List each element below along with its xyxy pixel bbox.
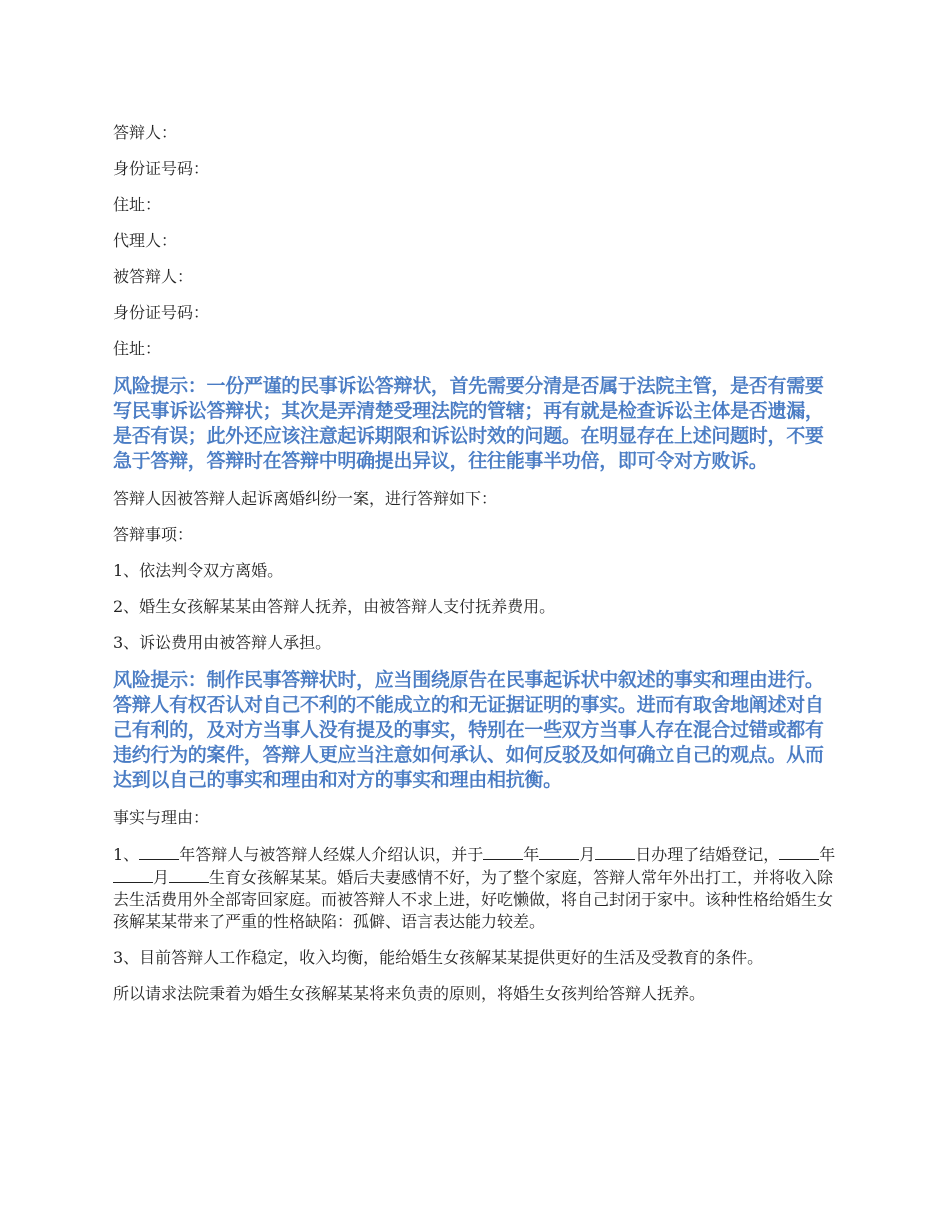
blank-line xyxy=(539,843,579,860)
risk-tip-1: 风险提示：一份严谨的民事诉讼答辩状，首先需要分清是否属于法院主管，是否有需要写民事诉讼答辩状；其次是弄清楚受理法院的管辖；再有就是检查诉讼主体是否遗漏，是否有误；此外还应该注意起诉期限和诉讼时效的问题。在明显存在上述问题时，不要急于答辩，答辩时在答辩中明确提出异议，往往能事半功倍，即可令对方败诉。 xyxy=(113,375,824,472)
fact-text: 年答辩人与被答辩人经媒人介绍认识，并于 xyxy=(179,845,484,864)
blank-line xyxy=(779,843,819,860)
respondent-address-label: 住址： xyxy=(113,195,162,214)
blank-line xyxy=(169,866,209,883)
agent-label: 代理人： xyxy=(113,231,178,250)
blank-line xyxy=(113,866,153,883)
facts-heading: 事实与理由： xyxy=(113,808,210,827)
claim-item: 2、婚生女孩解某某由答辩人抚养，由被答辩人支付抚养费用。 xyxy=(113,597,556,616)
respondent-id-label: 身份证号码： xyxy=(113,159,210,178)
fact-text: 月 xyxy=(153,868,170,887)
fact-text: 1、 xyxy=(113,845,140,864)
claim-item: 1、依法判令双方离婚。 xyxy=(113,561,284,580)
fact-paragraph-1 xyxy=(113,843,837,933)
fact-text: 日办理了结婚登记， xyxy=(635,845,780,864)
fact-text: 年 xyxy=(523,845,540,864)
blank-line xyxy=(595,843,635,860)
blank-line xyxy=(483,843,523,860)
plaintiff-label: 被答辩人： xyxy=(113,267,194,286)
fact-text: 月 xyxy=(579,845,596,864)
risk-tip-2: 风险提示：制作民事答辩状时，应当围绕原告在民事起诉状中叙述的事实和理由进行。答辩人有权否认对自己不利的不能成立的和无证据证明的事实。进而有取舍地阐述对自己有利的，及对方当事人没有提及的事实，特别在一些双方当事人存在混合过错或都有违约行为的案件，答辩人更应当注意如何承认、如何反驳及如何确立自己的观点。从而达到以自己的事实和理由和对方的事实和理由相抗衡。 xyxy=(113,669,824,791)
plaintiff-address-label: 住址： xyxy=(113,339,162,358)
plaintiff-id-label: 身份证号码： xyxy=(113,303,210,322)
document-page xyxy=(113,122,837,1019)
fact-text: 年 xyxy=(819,845,836,864)
respondent-label: 答辩人： xyxy=(113,123,178,142)
fact-text: 生育女孩解某某。婚后夫妻感情不好，为了整个家庭，答辩人常年外出打工，并将收入除去生活费用外全部寄回家庭。而被答辩人不求上进，好吃懒做，将自己封闭于家中。该种性格给婚生女孩解某某带来了严重的性格缺陷：孤僻、语言表达能力较差。 xyxy=(113,868,834,931)
claims-heading: 答辩事项： xyxy=(113,525,194,544)
fact-paragraph-3: 3、目前答辩人工作稳定，收入均衡，能给婚生女孩解某某提供更好的生活及受教育的条件。 xyxy=(113,948,764,967)
conclusion-paragraph: 所以请求法院秉着为婚生女孩解某某将来负责的原则，将婚生女孩判给答辩人抚养。 xyxy=(113,984,706,1003)
claim-item: 3、诉讼费用由被答辩人承担。 xyxy=(113,633,332,652)
intro-paragraph: 答辩人因被答辩人起诉离婚纠纷一案，进行答辩如下： xyxy=(113,489,498,508)
blank-line xyxy=(139,843,179,860)
